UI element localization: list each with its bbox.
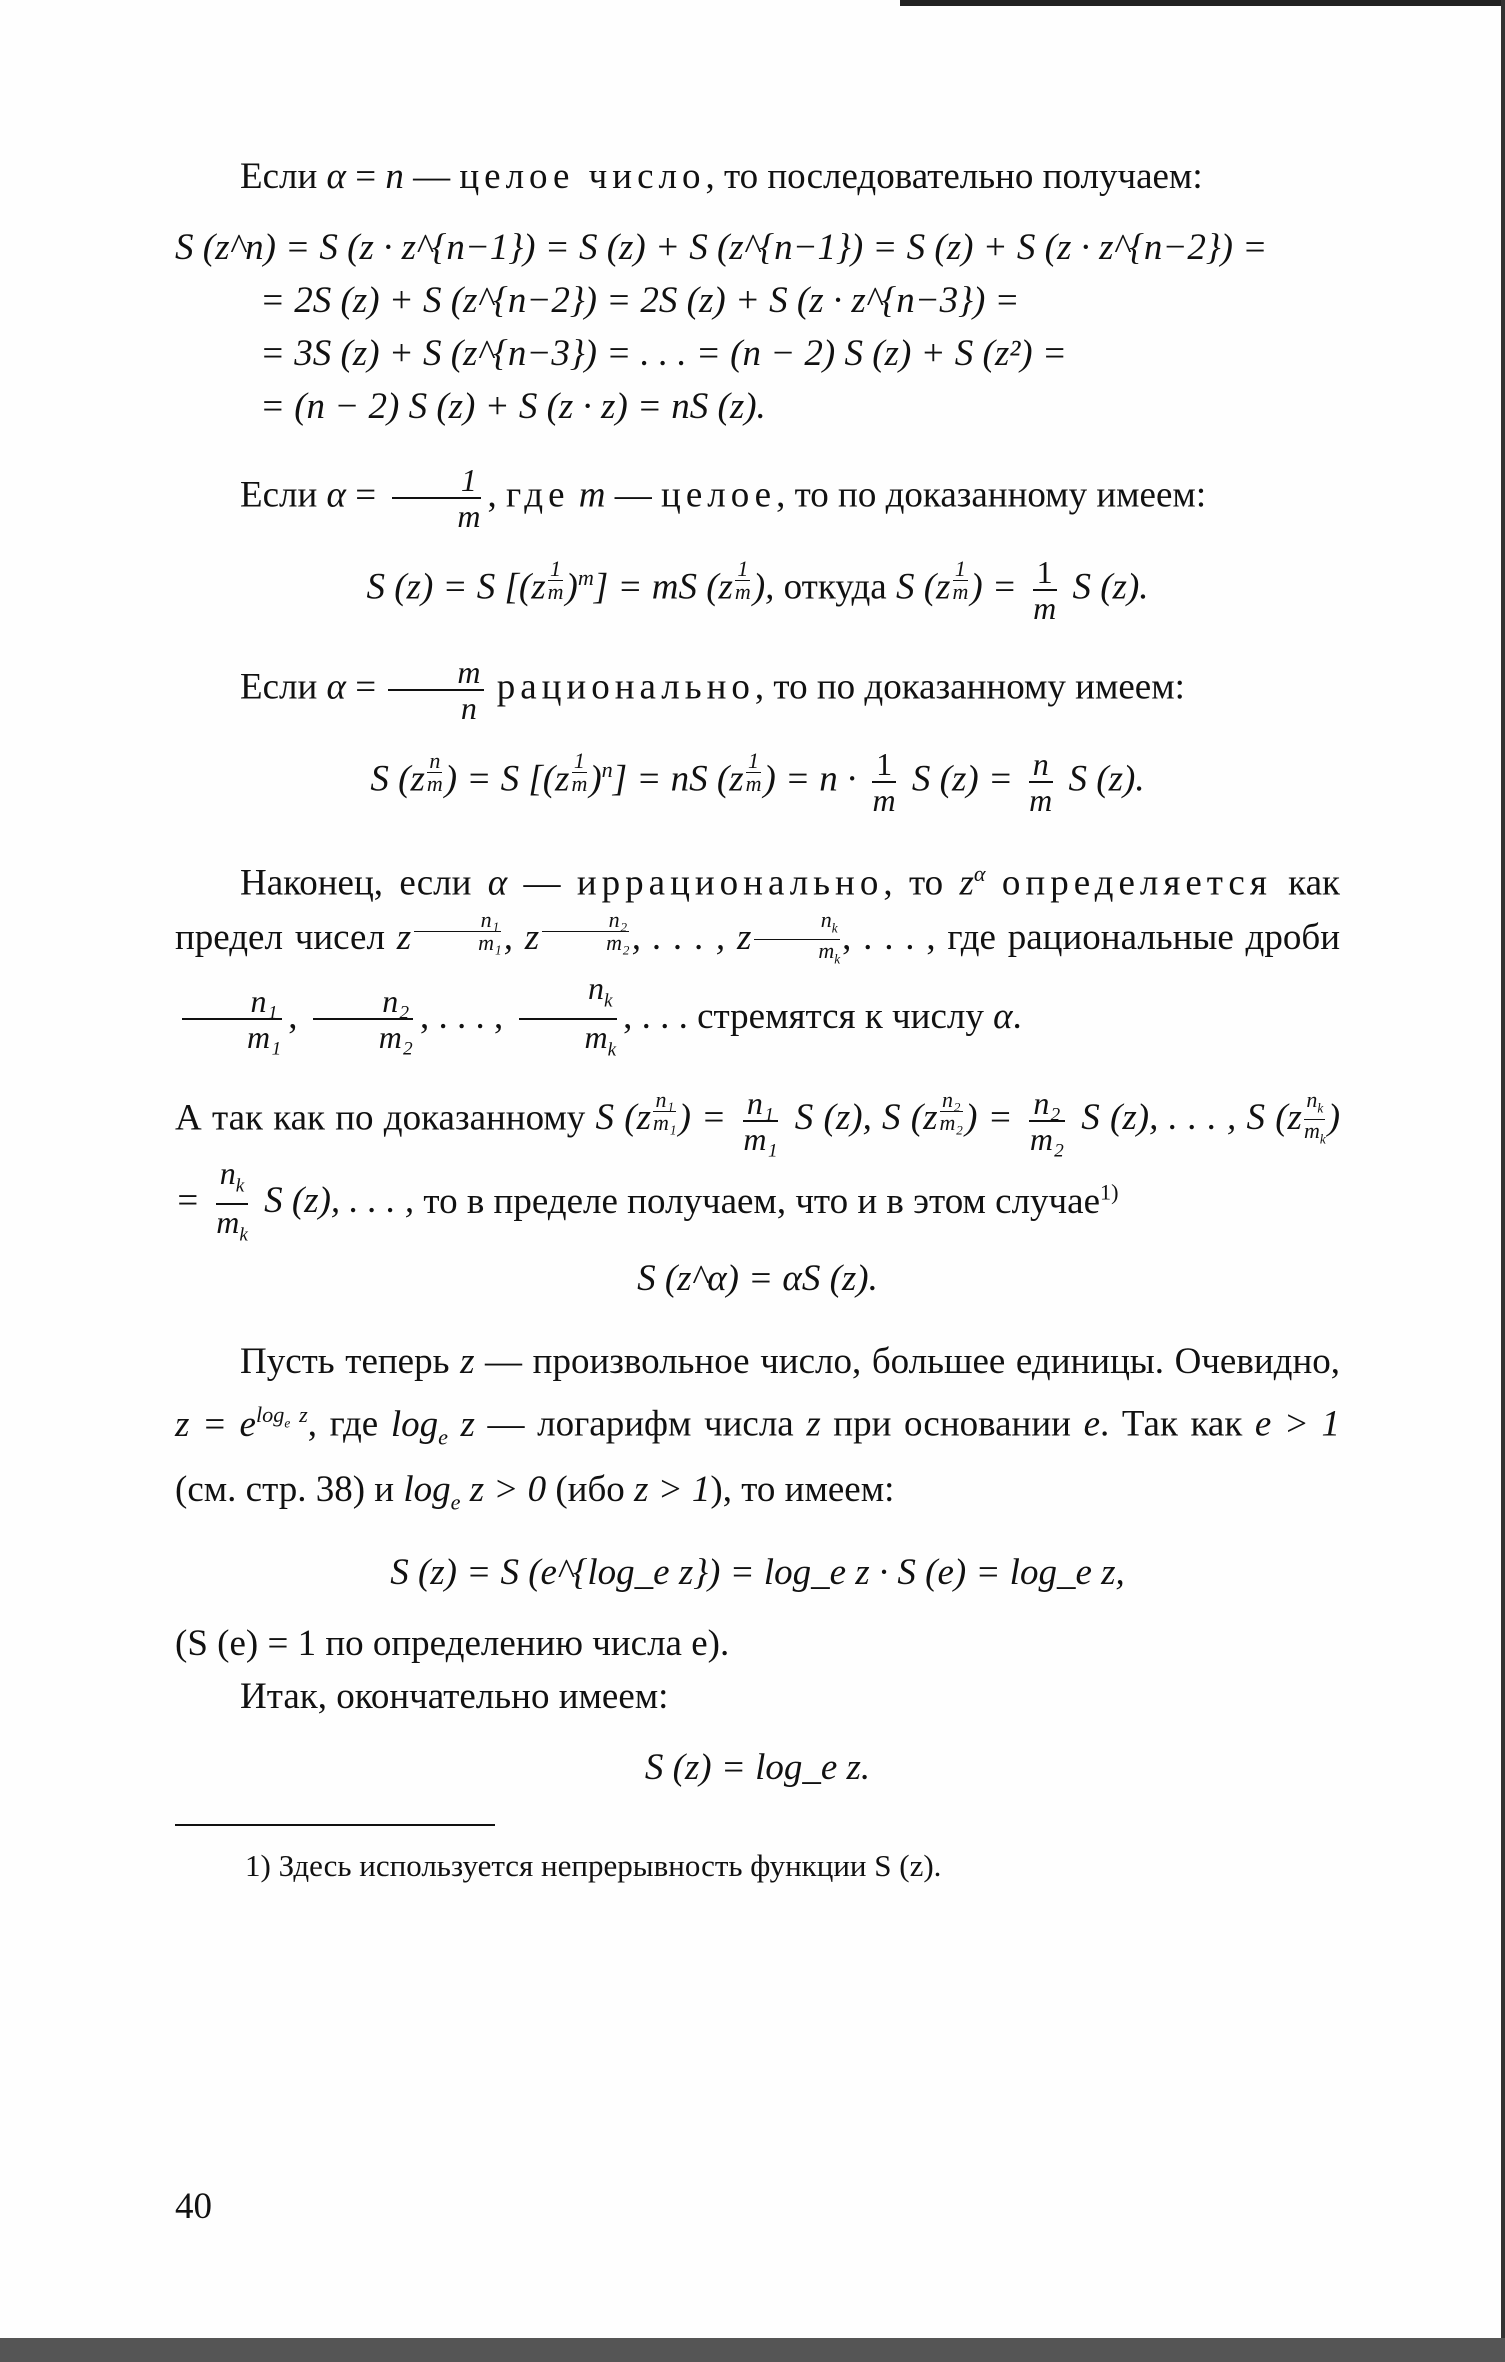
page-content xyxy=(175,150,1340,1888)
footnote: 1) Здесь используется непрерывность функции S (z). xyxy=(245,1848,942,1884)
equation-integer-4: = (n − 2) S (z) + S (z · z) = nS (z). xyxy=(260,386,766,427)
fraction-one-over-m: $\frac{1}{m}$ xyxy=(388,463,484,533)
paragraph-conclusion: Итак, окончательно имеем: xyxy=(240,1676,669,1718)
equation-log: S (z) = S (e^{log_e z}) = log_e z · S (e) = log_e z, xyxy=(390,1552,1125,1594)
equation-final: S (z) = log_e z. xyxy=(644,1747,871,1789)
page-edge-bottom xyxy=(0,2338,1505,2362)
equation-integer-3: = 3S (z) + S (z^{n−3}) = . . . = (n − 2) S (z) + S (z²) = xyxy=(260,333,1067,374)
paragraph-definition-e: (S (e) = 1 по определению числа e). xyxy=(175,1623,730,1665)
paragraph-arbitrary-z: Пусть теперь z — произвольное число, большее единицы. Очевидно, $z = e^{log_e z}$, где $\log_e z$ — логарифм числа z при основании e. Так как e > 1 (см. стр. 38) и $\log_e z > 0$ (ибо z > 1), то имеем: xyxy=(175,1341,1340,1515)
page-edge-right xyxy=(1501,0,1505,2362)
paragraph-limit: А так как по доказанному S (z $\frac{\text{n₁}}{\text{m₁}}$ ) = $\frac{\text{n₁}}{\text{m₁}}$ S (z), S (z $\frac{\text{n₂}}{\text{m₂}}$ ) = $\frac{\text{n₂}}{\text{m₂}}$ S (z), . . . , S (z $\frac{n_k}{m_k}$ ) = $\frac{n_k}{m_k}$ S (z), . . . , то в пределе получаем, что и в этом случае$^{1)}$ xyxy=(175,1084,1341,1246)
page-edge-top xyxy=(900,0,1505,6)
paragraph-irrational-case: Наконец, если α — иррационально, то $z^\alpha$ определяется как предел чисел z $\frac{\text{n₁}}{\text{m₁}}$ , z $\frac{\text{n₂}}{\text{m₂}}$ , . . . , z $\frac{n_k}{m_k}$ , . . . , где рациональные дроби $\frac{\text{n₁}}{\text{m₁}}$ , $\frac{\text{n₂}}{\text{m₂}}$ , . . . , $\frac{n_k}{m_k}$ , . . . стремятся к числу α. xyxy=(175,860,1340,1061)
equation-rational: S (z $\frac{n}{m}$ ) = S [(z $\frac{1}{m}$ )$^n$] = nS (z $\frac{1}{m}$ ) = n · $\frac{1}{m}$ S (z) = $\frac{n}{m}$ S (z). xyxy=(370,745,1145,818)
equation-integer-2: = 2S (z) + S (z^{n−2}) = 2S (z) + S (z · z^{n−3}) = xyxy=(260,280,1020,321)
paragraph-integer-case: Если α = n — целое число, то последовательно получаем: xyxy=(240,156,1203,197)
equation-irrational-result: S (z^α) = αS (z). xyxy=(637,1258,878,1300)
footnote-divider xyxy=(175,1824,495,1826)
equation-reciprocal: S (z) = S [(z $\frac{1}{m}$ )$^m$] = mS (z $\frac{1}{m}$ ), откуда S (z $\frac{1}{m}$ ) = $\frac{1}{m}$ S (z). xyxy=(366,553,1149,626)
paragraph-reciprocal-case: Если α = $\frac{1}{m}$ , где m — целое, то по доказанному имеем: xyxy=(240,462,1207,534)
page-number: 40 xyxy=(175,2186,212,2227)
equation-integer-1: S (z^n) = S (z · z^{n−1}) = S (z) + S (z^{n−1}) = S (z) + S (z · z^{n−2}) = xyxy=(175,227,1268,268)
paragraph-rational-case: Если α = $\frac{m}{n}$ рационально, то по доказанному имеем: xyxy=(240,653,1185,726)
